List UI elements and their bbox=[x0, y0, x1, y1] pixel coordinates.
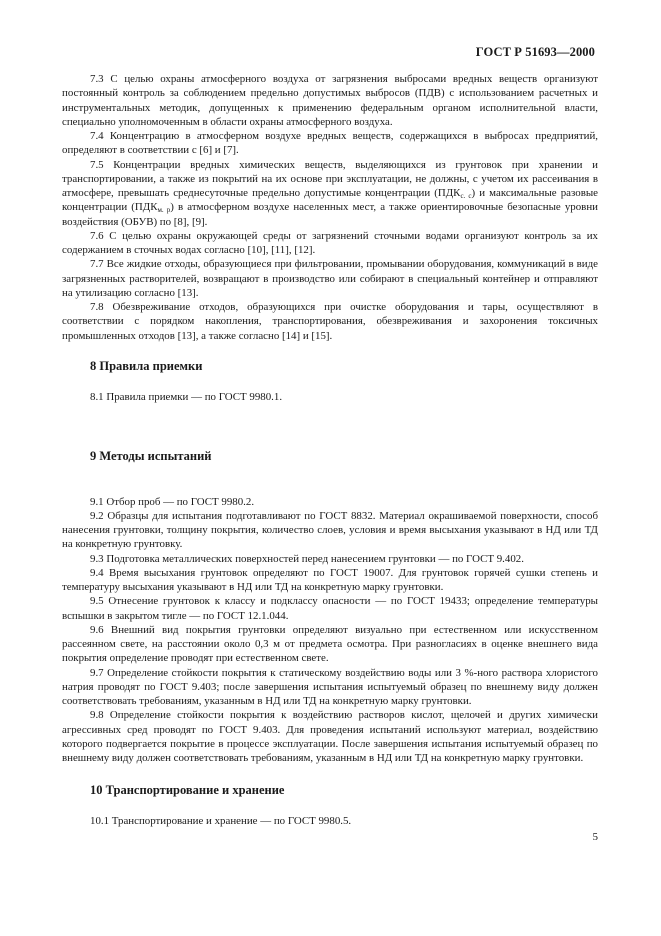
paragraph-10-1: 10.1 Транспортирование и хранение — по ГОСТ 9980.5. bbox=[90, 814, 352, 827]
paragraph-7-5-part-2: ) и максимальные разовые концентрации (ПДК bbox=[62, 187, 598, 214]
paragraph-8-1: 8.1 Правила приемки — по ГОСТ 9980.1. bbox=[90, 391, 283, 403]
paragraph-7-5 bbox=[62, 158, 598, 229]
standard-header: ГОСТ Р 51693—2000 bbox=[475, 45, 595, 59]
paragraph-7-7: 7.7 Все жидкие отходы, образующиеся при фильтровании, промывании оборудования, коммуникаций в виде загрязненных растворителей, возвращают в производство или собирают в специальный контейнер и отправляют на утилизацию согласно [13]. bbox=[62, 258, 598, 299]
paragraph-7-4: 7.4 Концентрацию в атмосферном воздухе вредных веществ, содержащихся в выбросах предприятий, определяют в соответствии с [6] и [7]. bbox=[62, 130, 598, 157]
paragraph-9-7: 9.7 Определение стойкости покрытия к статическому воздействию воды или 3 %-ного раствора хлористого натрия проводят по ГОСТ 9.403; после завершения испытания испытуемый образец по внешнему виду должен соответствовать требованиям, указанным в НД или ТД на конкретную марку грунтовки. bbox=[62, 666, 598, 707]
paragraph-9-4: 9.4 Время высыхания грунтовок определяют по ГОСТ 19007. Для грунтовок горячей сушки степень и температуру высыхания указывают в НД или ТД на конкретную марку грунтовки. bbox=[62, 566, 598, 593]
page-number: 5 bbox=[592, 831, 598, 843]
paragraph-7-5-part-1: 7.5 Концентрации вредных химических веществ, выделяющихся из грунтовок при хранении и транспортировании, а также из покрытий на их основе при эксплуатации, не должны, с учетом их рассеивания в атмосфере, превышать среднесуточные предельно допустимые концентрации (ПДК bbox=[62, 158, 598, 199]
paragraph-9-6: 9.6 Внешний вид покрытия грунтовки определяют визуально при естественном или искусственном рассеянном свете, на расстоянии около 0,3 м от предмета осмотра. При разногласиях в оценке внешнего вида покрытия определение проводят при естественном свете. bbox=[62, 623, 598, 665]
paragraph-9-2: 9.2 Образцы для испытания подготавливают по ГОСТ 8832. Материал окрашиваемой поверхности, способ нанесения грунтовки, толщину покрытия, количество слоев, условия и время высыхания указывают в НД или ТД на конкретную грунтовку. bbox=[62, 509, 598, 551]
paragraph-9-1: 9.1 Отбор проб — по ГОСТ 9980.2. bbox=[90, 495, 255, 508]
paragraph-7-6: 7.6 С целью охраны окружающей среды от загрязнений сточными водами организуют контроль за их содержанием в сточных водах согласно [10], [11], [12]. bbox=[62, 229, 598, 256]
section-9-heading: 9 Методы испытаний bbox=[90, 449, 212, 464]
paragraph-7-3: 7.3 С целью охраны атмосферного воздуха от загрязнения выбросами вредных веществ организуют постоянный контроль за соблюдением предельно допустимых выбросов (ПДВ) с использованием расчетных и инструментальных методик, допущенных к применению федеральным органом исполнительной власти, специально уполномоченным в области охраны атмосферного воздуха. bbox=[62, 73, 598, 128]
paragraph-9-3: 9.3 Подготовка металлических поверхностей перед нанесением грунтовки — по ГОСТ 9.402. bbox=[90, 552, 524, 565]
paragraph-7-8: 7.8 Обезвреживание отходов, образующихся при очистке оборудования и тары, осуществляют в соответствии с порядком накопления, транспортирования, обезвреживания и захоронения токсичных промышленных отходов [13], а также согласно [14] и [15]. bbox=[62, 301, 598, 342]
page-content bbox=[62, 72, 598, 828]
paragraph-7-5-part-3: ) в атмосферном воздухе населенных мест, а также ориентировочные безопасные уровни воздействия (ОБУВ) по [8], [9]. bbox=[62, 201, 598, 228]
paragraph-9-5: 9.5 Отнесение грунтовок к классу и подклассу опасности — по ГОСТ 19433; определение температуры вспышки в закрытом тигле — по ГОСТ 12.1.044. bbox=[62, 595, 598, 622]
subscript-mr: м. р bbox=[157, 206, 171, 215]
section-10-heading: 10 Транспортирование и хранение bbox=[90, 783, 285, 798]
section-8-heading: 8 Правила приемки bbox=[90, 358, 203, 373]
subscript-ss: с. с bbox=[460, 192, 472, 200]
paragraph-9-8: 9.8 Определение стойкости покрытия к воздействию растворов кислот, щелочей и других химически агрессивных сред проводят по ГОСТ 9.403. Для проведения испытаний используют материал, воздействию которого подвергается покрытие в процессе эксплуатации. После завершения испытания испытуемый образец по внешнему виду должен соответствовать требованиям, указанным в НД или ТД на конкретную марку грунтовки. bbox=[62, 709, 598, 764]
